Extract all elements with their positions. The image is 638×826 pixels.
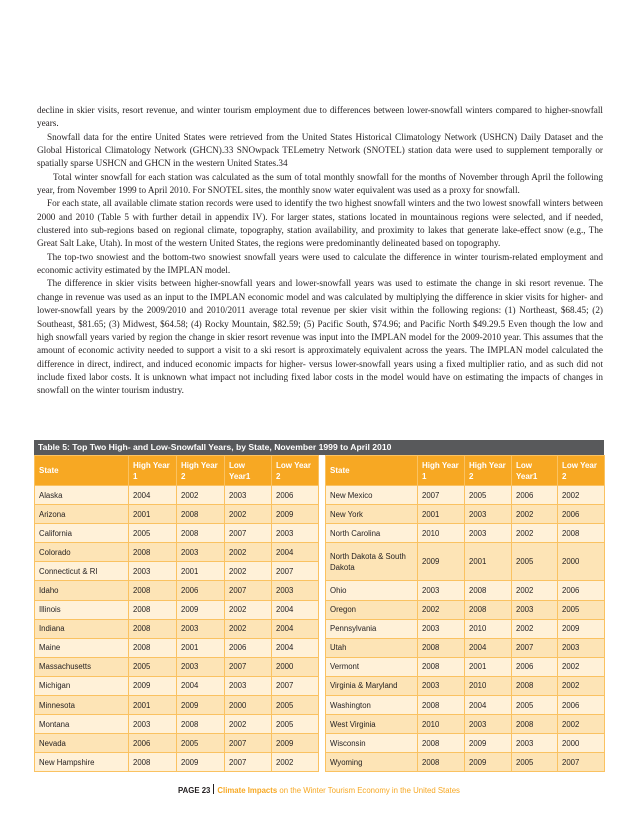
year-cell: 2009 xyxy=(558,619,605,638)
year-cell: 2003 xyxy=(177,657,225,676)
table-row xyxy=(35,638,319,657)
state-cell: Wyoming xyxy=(326,753,418,772)
column-header-low-year-1: Low Year1 xyxy=(225,456,272,486)
year-cell: 2001 xyxy=(177,562,225,581)
year-cell: 2002 xyxy=(225,600,272,619)
year-cell: 2008 xyxy=(129,638,177,657)
state-cell: New Hampshire xyxy=(35,753,129,772)
year-cell: 2001 xyxy=(465,543,512,581)
year-cell: 2009 xyxy=(177,753,225,772)
year-cell: 2000 xyxy=(225,696,272,715)
year-cell: 2003 xyxy=(129,715,177,734)
state-cell: Arizona xyxy=(35,505,129,524)
table-header-row xyxy=(326,456,605,486)
year-cell: 2010 xyxy=(465,676,512,695)
year-cell: 2008 xyxy=(129,600,177,619)
year-cell: 2001 xyxy=(177,638,225,657)
year-cell: 2008 xyxy=(129,581,177,600)
year-cell: 2002 xyxy=(512,505,558,524)
state-cell: Wisconsin xyxy=(326,734,418,753)
table-row xyxy=(35,581,319,600)
table-row xyxy=(326,753,605,772)
year-cell: 2008 xyxy=(418,657,465,676)
year-cell: 2004 xyxy=(272,543,319,562)
year-cell: 2009 xyxy=(272,734,319,753)
year-cell: 2006 xyxy=(272,486,319,505)
year-cell: 2009 xyxy=(418,543,465,581)
table-row xyxy=(326,676,605,695)
paragraph: For each state, all available climate station records were used to identify the two highest snowfall winters and the two lowest snowfall winters between 2000 and 2010 (Table 5 with further detail in appendix IV). For larger states, stations located in mountainous regions were selected, and if needed, clustered into sub-regions based on regional climate, topography, station availability, and proximity to lakes that generate lake-effect snow (e.g., The Great Salt Lake, Utah). In most of the western United States, the regions were predominantly delineated based on topography. xyxy=(37,198,603,249)
table-row xyxy=(35,505,319,524)
year-cell: 2008 xyxy=(177,524,225,543)
state-cell: New Mexico xyxy=(326,486,418,505)
footer-title-rest: on the Winter Tourism Economy in the United States xyxy=(279,786,460,795)
state-cell: Washington xyxy=(326,696,418,715)
year-cell: 2003 xyxy=(465,505,512,524)
year-cell: 2008 xyxy=(418,753,465,772)
table-row xyxy=(326,543,605,581)
year-cell: 2004 xyxy=(129,486,177,505)
paragraph: Total winter snowfall for each station was calculated as the sum of total monthly snowfall for the months of November through April the following year, from November 1999 to April 2010. For SNOTEL sites, the monthly snow water equivalent was used as a proxy for snowfall. xyxy=(37,171,603,196)
year-cell: 2003 xyxy=(465,715,512,734)
table-row xyxy=(35,543,319,562)
year-cell: 2008 xyxy=(465,581,512,600)
year-cell: 2002 xyxy=(225,505,272,524)
table-row xyxy=(35,619,319,638)
state-cell: Alaska xyxy=(35,486,129,505)
table-row xyxy=(326,505,605,524)
paragraph: The difference in skier visits between higher-snowfall years and lower-snowfall years was used to estimate the change in ski resort revenue. The change in revenue was used as an input to the IMPLAN economic model and was calculated by multiplying the difference in skier visits for higher- and lower-snowfall years by the 2009/2010 and 2010/2011 average total revenue per skier visit within the following regions: (1) Northeast, $68.45; (2) Southeast, $81.65; (3) Midwest, $64.58; (4) Rocky Mountain, $82.59; (5) Pacific South, $74.96; and Pacific North $49.29.5 Even though the low and high snowfall years varied by region the change in skier resort revenue was input into the IMPLAN model for the 2009-2010 year. This assumes that the amount of economic activity needed to support a visit to a ski resort is approximately equivalent across the years. The IMPLAN model calculated the difference in direct, indirect, and induced economic impacts for higher- versus lower-snowfall years using a fixed multiplier ratio, and as such did not include fixed labor costs. It is unknown what impact not including fixed labor costs in the model would have on estimating the impacts of changes in snowfall on the winter tourism industry. xyxy=(37,278,603,396)
page-number: PAGE 23 xyxy=(178,786,211,795)
year-cell: 2003 xyxy=(512,600,558,619)
year-cell: 2003 xyxy=(418,581,465,600)
year-cell: 2009 xyxy=(177,696,225,715)
year-cell: 2003 xyxy=(418,619,465,638)
year-cell: 2008 xyxy=(129,543,177,562)
year-cell: 2007 xyxy=(225,581,272,600)
table-row xyxy=(35,524,319,543)
year-cell: 2002 xyxy=(558,715,605,734)
state-cell: Utah xyxy=(326,638,418,657)
year-cell: 2003 xyxy=(465,524,512,543)
year-cell: 2006 xyxy=(512,657,558,676)
year-cell: 2003 xyxy=(225,486,272,505)
footer-divider xyxy=(213,784,214,794)
column-header-high-year-1: High Year 1 xyxy=(129,456,177,486)
table-row xyxy=(35,715,319,734)
state-cell: Pennsylvania xyxy=(326,619,418,638)
state-cell: Montana xyxy=(35,715,129,734)
paragraph: Snowfall data for the entire United States were retrieved from the United States Historical Climatology Network (USHCN) Daily Dataset and the Global Historical Climatology Network (GHCN).33 SNOwpack TELemetry Network (SNOTEL) station data were used to supplement temporally or spatially sparse USHCN and GHCN in the western United States.34 xyxy=(37,131,603,169)
year-cell: 2003 xyxy=(177,619,225,638)
snowfall-table-right xyxy=(325,455,605,772)
year-cell: 2008 xyxy=(512,715,558,734)
year-cell: 2004 xyxy=(272,638,319,657)
state-cell: Vermont xyxy=(326,657,418,676)
table-row xyxy=(35,600,319,619)
paragraph: decline in skier visits, resort revenue, and winter tourism employment due to differences between lower-snowfall winters compared to higher-snowfall years. xyxy=(37,105,603,129)
year-cell: 2002 xyxy=(418,600,465,619)
year-cell: 2002 xyxy=(177,486,225,505)
column-header-low-year-2: Low Year 2 xyxy=(558,456,605,486)
year-cell: 2006 xyxy=(177,581,225,600)
year-cell: 2005 xyxy=(512,696,558,715)
state-cell: Oregon xyxy=(326,600,418,619)
year-cell: 2006 xyxy=(558,696,605,715)
table-row xyxy=(35,562,319,581)
year-cell: 2006 xyxy=(129,734,177,753)
column-header-state: State xyxy=(326,456,418,486)
year-cell: 2007 xyxy=(225,753,272,772)
year-cell: 2003 xyxy=(272,524,319,543)
table-row xyxy=(326,734,605,753)
state-cell: California xyxy=(35,524,129,543)
page-footer xyxy=(0,784,638,795)
state-cell: Nevada xyxy=(35,734,129,753)
state-cell: Idaho xyxy=(35,581,129,600)
year-cell: 2006 xyxy=(512,486,558,505)
table-row xyxy=(326,638,605,657)
table-row xyxy=(326,715,605,734)
year-cell: 2003 xyxy=(177,543,225,562)
year-cell: 2002 xyxy=(512,619,558,638)
state-cell: West Virginia xyxy=(326,715,418,734)
year-cell: 2007 xyxy=(512,638,558,657)
state-cell: Colorado xyxy=(35,543,129,562)
year-cell: 2002 xyxy=(558,676,605,695)
table-row xyxy=(326,696,605,715)
year-cell: 2002 xyxy=(225,543,272,562)
year-cell: 2008 xyxy=(465,600,512,619)
table-header-row xyxy=(35,456,319,486)
year-cell: 2004 xyxy=(177,676,225,695)
year-cell: 2003 xyxy=(418,676,465,695)
year-cell: 2005 xyxy=(465,486,512,505)
table-row xyxy=(326,486,605,505)
state-cell: North Carolina xyxy=(326,524,418,543)
state-cell: North Dakota & South Dakota xyxy=(326,543,418,581)
year-cell: 2007 xyxy=(418,486,465,505)
state-cell: Illinois xyxy=(35,600,129,619)
year-cell: 2007 xyxy=(225,657,272,676)
year-cell: 2008 xyxy=(418,638,465,657)
year-cell: 2010 xyxy=(465,619,512,638)
year-cell: 2005 xyxy=(558,600,605,619)
column-header-low-year-1: Low Year1 xyxy=(512,456,558,486)
year-cell: 2005 xyxy=(272,715,319,734)
table-row xyxy=(35,676,319,695)
column-header-state: State xyxy=(35,456,129,486)
year-cell: 2008 xyxy=(129,753,177,772)
state-cell: Ohio xyxy=(326,581,418,600)
year-cell: 2004 xyxy=(465,638,512,657)
table-row xyxy=(35,734,319,753)
table-row xyxy=(35,753,319,772)
year-cell: 2009 xyxy=(177,600,225,619)
year-cell: 2008 xyxy=(129,619,177,638)
year-cell: 2009 xyxy=(465,734,512,753)
year-cell: 2001 xyxy=(129,505,177,524)
year-cell: 2003 xyxy=(558,638,605,657)
column-header-low-year-2: Low Year 2 xyxy=(272,456,319,486)
year-cell: 2003 xyxy=(272,581,319,600)
year-cell: 2005 xyxy=(129,657,177,676)
year-cell: 2004 xyxy=(272,619,319,638)
snowfall-table-left xyxy=(34,455,319,772)
state-cell: Minnesota xyxy=(35,696,129,715)
table-row xyxy=(326,600,605,619)
state-cell: Michigan xyxy=(35,676,129,695)
year-cell: 2002 xyxy=(512,524,558,543)
year-cell: 2003 xyxy=(512,734,558,753)
year-cell: 2005 xyxy=(129,524,177,543)
table-row xyxy=(326,657,605,676)
year-cell: 2007 xyxy=(225,524,272,543)
year-cell: 2004 xyxy=(465,696,512,715)
year-cell: 2008 xyxy=(177,505,225,524)
table-row xyxy=(326,524,605,543)
year-cell: 2008 xyxy=(177,715,225,734)
state-cell: Connecticut & RI xyxy=(35,562,129,581)
year-cell: 2009 xyxy=(272,505,319,524)
table-title: Table 5: Top Two High- and Low-Snowfall Years, by State, November 1999 to April 2010 xyxy=(34,440,604,455)
year-cell: 2002 xyxy=(512,581,558,600)
year-cell: 2007 xyxy=(225,734,272,753)
footer-title-bold: Climate Impacts xyxy=(217,786,278,795)
state-cell: Maine xyxy=(35,638,129,657)
year-cell: 2005 xyxy=(512,543,558,581)
year-cell: 2006 xyxy=(225,638,272,657)
state-cell: Indiana xyxy=(35,619,129,638)
table-row xyxy=(35,486,319,505)
state-cell: Massachusetts xyxy=(35,657,129,676)
state-cell: New York xyxy=(326,505,418,524)
year-cell: 2001 xyxy=(129,696,177,715)
year-cell: 2005 xyxy=(177,734,225,753)
year-cell: 2002 xyxy=(225,715,272,734)
year-cell: 2000 xyxy=(558,543,605,581)
column-header-high-year-2: High Year 2 xyxy=(177,456,225,486)
year-cell: 2002 xyxy=(225,619,272,638)
table-row xyxy=(35,657,319,676)
year-cell: 2002 xyxy=(558,657,605,676)
year-cell: 2002 xyxy=(225,562,272,581)
year-cell: 2002 xyxy=(272,753,319,772)
year-cell: 2010 xyxy=(418,715,465,734)
year-cell: 2007 xyxy=(272,562,319,581)
column-header-high-year-2: High Year 2 xyxy=(465,456,512,486)
year-cell: 2009 xyxy=(465,753,512,772)
year-cell: 2005 xyxy=(272,696,319,715)
body-text xyxy=(37,104,603,398)
year-cell: 2005 xyxy=(512,753,558,772)
year-cell: 2002 xyxy=(558,486,605,505)
year-cell: 2001 xyxy=(418,505,465,524)
year-cell: 2008 xyxy=(418,734,465,753)
year-cell: 2003 xyxy=(129,562,177,581)
year-cell: 2001 xyxy=(465,657,512,676)
paragraph: The top-two snowiest and the bottom-two snowiest snowfall years were used to calculate the difference in winter tourism-related employment and economic activity estimated by the IMPLAN model. xyxy=(37,251,603,276)
column-header-high-year-1: High Year 1 xyxy=(418,456,465,486)
year-cell: 2010 xyxy=(418,524,465,543)
year-cell: 2006 xyxy=(558,505,605,524)
table-row xyxy=(326,619,605,638)
year-cell: 2006 xyxy=(558,581,605,600)
table-row xyxy=(326,581,605,600)
year-cell: 2007 xyxy=(558,753,605,772)
table-row xyxy=(35,696,319,715)
year-cell: 2009 xyxy=(129,676,177,695)
year-cell: 2000 xyxy=(272,657,319,676)
year-cell: 2003 xyxy=(225,676,272,695)
year-cell: 2008 xyxy=(558,524,605,543)
state-cell: Virginia & Maryland xyxy=(326,676,418,695)
year-cell: 2007 xyxy=(272,676,319,695)
year-cell: 2000 xyxy=(558,734,605,753)
year-cell: 2008 xyxy=(512,676,558,695)
year-cell: 2004 xyxy=(272,600,319,619)
year-cell: 2008 xyxy=(418,696,465,715)
